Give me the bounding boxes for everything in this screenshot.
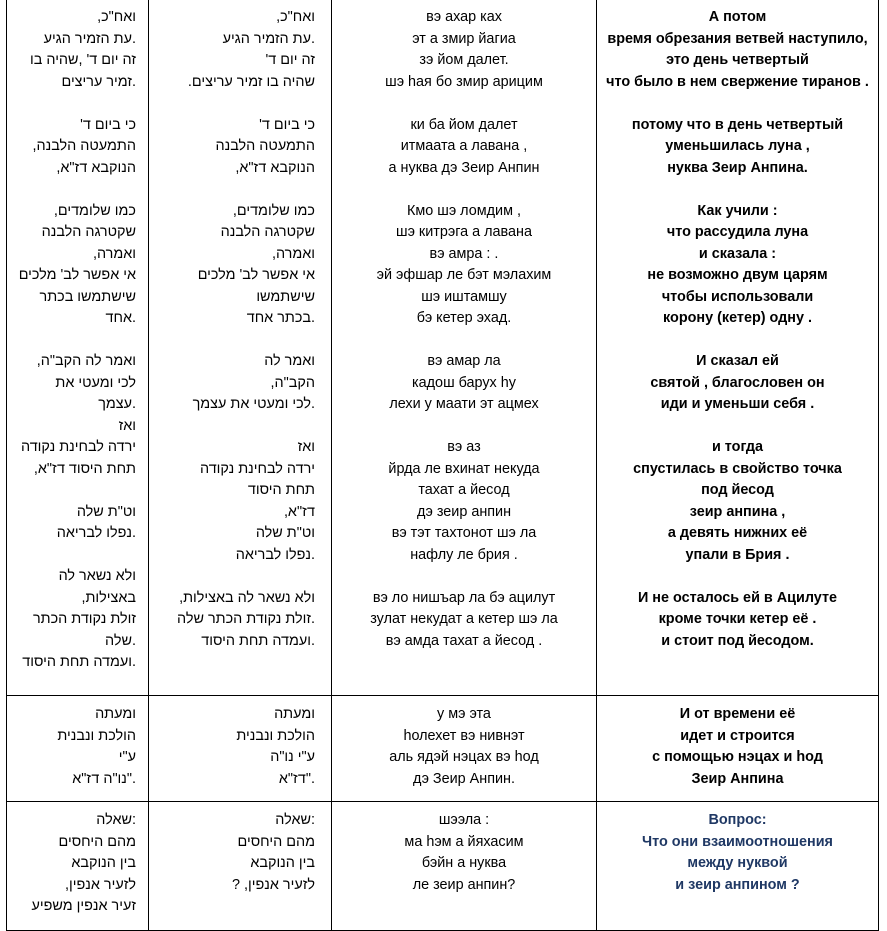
text-line: Вопрос: (708, 812, 767, 828)
text-line: כמו שלומדים, (232, 202, 315, 219)
text-line: .אחד (105, 310, 136, 326)
blank-line (151, 566, 329, 588)
text-line: потому что в день четвертый (631, 116, 844, 133)
question-russian-column (597, 802, 879, 931)
text-line: Что они взаимоотношения (642, 833, 833, 850)
text-line: нуква Зеир Анпина. (667, 159, 808, 176)
text-line: шээла : (438, 812, 490, 828)
hebrew-column-b (149, 802, 332, 931)
text-line: ומעתה (274, 706, 315, 722)
text-line: בין הנוקבא (250, 855, 315, 871)
text-line: аль ядэй нэцах вэ hод (389, 749, 539, 765)
text-line: שישתמשו בכתר (39, 288, 136, 305)
text-line: זולת נקודת הכתר (33, 611, 136, 627)
text-line: зулат некудат а кетер шэ ла (370, 611, 558, 627)
text-line: итмаата а лавана , (400, 138, 528, 154)
text-line: שהיה בו זמיר עריצים. (187, 73, 315, 90)
text-line: אי אפשר לב' מלכים (197, 267, 315, 283)
text-line: זה יום ד' (265, 52, 315, 68)
text-line: вэ тэт тахтонот шэ ла (391, 525, 537, 541)
text-line: уменьшилась луна , (665, 138, 810, 154)
text-line: .עת הזמיר הגיע (222, 30, 315, 47)
text-line: אי אפשר לב' מלכים (18, 267, 136, 283)
hebrew-column-a (7, 696, 149, 802)
text-line: и стоит под йесодом. (661, 632, 814, 649)
text-line: הנוקבא דז"א, (56, 159, 136, 176)
text-line: ки ба йом далет (410, 116, 518, 133)
text-line: הולכת ונבנית (57, 727, 136, 744)
blank-line (9, 330, 146, 352)
text-line: ואמרה, (92, 245, 136, 262)
text-line: а девять нижних её (667, 525, 808, 541)
text-line: ע"י נו"ה (270, 749, 315, 765)
hebrew-column-b (149, 0, 332, 696)
text-line: ма hэм а йяхасим (404, 833, 524, 850)
transliteration-column (332, 802, 597, 931)
text-line: ואח"כ, (97, 9, 136, 25)
text-line: באצילות, (81, 589, 136, 606)
text-line: с помощью нэцах и hод (652, 749, 823, 765)
text-line: нафлу ле брия . (410, 546, 518, 563)
text-line: спустилась в свойство точка (633, 460, 842, 477)
text-line: и зеир анпином ? (675, 876, 800, 893)
blank-line (334, 330, 594, 352)
text-line: ומעתה (95, 706, 136, 722)
text-line: упали в Брия . (685, 546, 790, 563)
text-line: вэ амда тахат а йесод . (385, 632, 543, 649)
text-line: А потом (708, 9, 767, 25)
text-line: .נפלו לבריאה (56, 525, 136, 541)
text-line: .ועמדה תחת היסוד (201, 632, 315, 649)
text-line: כי ביום ד' (259, 116, 315, 133)
text-line: иди и уменьши себя . (660, 396, 815, 412)
text-line: И не осталось ей в Ацилуте (637, 589, 838, 606)
text-line: וט"ת שלה (76, 503, 136, 520)
hebrew-column-b (149, 696, 332, 802)
text-line: это день четвертый (666, 52, 809, 68)
translation-table (6, 0, 879, 931)
text-line: И сказал ей (696, 353, 779, 369)
text-line: вэ амар ла (427, 353, 501, 369)
table-row (7, 802, 879, 931)
text-line: вэ ло нишъар ла бэ ацилут (372, 589, 556, 606)
text-line: שקטרגה הלבנה (220, 224, 315, 240)
text-line: .זולת נקודת הכתר שלה (177, 611, 315, 627)
text-line: йрда ле вхинат некуда (388, 460, 540, 477)
blank-line (599, 566, 876, 588)
text-line: шэ китрэга а лавана (396, 224, 532, 240)
text-line: זה יום ד' ,שהיה בו (30, 52, 136, 68)
text-line: .עת הזמיר הגיע (43, 30, 136, 47)
text-line: תחת היסוד דז"א, (33, 460, 136, 477)
text-line: и сказала : (698, 245, 777, 262)
text-line: התמעטה הלבנה (215, 138, 315, 154)
text-line: бэ кетер эхад. (416, 310, 512, 326)
blank-line (599, 93, 876, 115)
text-line: ле зеир анпин? (412, 876, 516, 893)
text-line: ירדה לבחינת נקודה (21, 439, 136, 455)
blank-line (151, 330, 329, 352)
text-line: ואז (118, 417, 136, 434)
text-line: Как учили : (697, 202, 778, 219)
text-line: :שאלה (275, 812, 315, 828)
text-line: .בכתר אחד (246, 310, 315, 326)
table-row (7, 696, 879, 802)
blank-line (334, 566, 594, 588)
text-line: под йесод (701, 482, 774, 498)
blank-line (151, 93, 329, 115)
text-line: И от времени её (679, 706, 796, 722)
blank-line (599, 416, 876, 438)
text-line: לזעיר אנפין, (65, 876, 136, 893)
text-line: ירדה לבחינת נקודה (200, 460, 315, 477)
text-line: hолехет вэ нивнэт (403, 727, 525, 744)
text-line: .שלה (105, 632, 136, 649)
text-line: לזעיר אנפין, ? (232, 876, 315, 893)
text-line: הנוקבא דז"א, (235, 159, 315, 176)
text-line: зэ йом далет. (419, 52, 509, 68)
text-line: корону (кетер) одну . (663, 310, 812, 326)
text-line: כמו שלומדים, (53, 202, 136, 219)
blank-line (151, 416, 329, 438)
text-line: Кмо шэ ломдим , (407, 202, 521, 219)
text-line: идет и строится (680, 727, 795, 744)
text-line: шэ hая бо змир арицим (385, 73, 543, 90)
blank-line (9, 480, 146, 502)
blank-line (9, 93, 146, 115)
text-line: זעיר אנפין משפיע (31, 898, 136, 914)
text-line: ."נו"ה דז"א (72, 770, 136, 787)
text-line: כי ביום ד' (80, 116, 136, 133)
text-line: бэйн а нуква (421, 855, 507, 871)
text-line: а нуква дэ Зеир Анпин (388, 159, 540, 176)
text-line: דז"א, (283, 503, 315, 520)
hebrew-column-a (7, 0, 149, 696)
text-line: .לכי ומעטי את עצמך (192, 396, 315, 412)
text-line: кадош барух hу (412, 374, 516, 391)
text-line: эй эфшар ле бэт мэлахим (376, 267, 552, 283)
text-line: кроме точки кетер её . (658, 611, 817, 627)
text-line: вэ амра : . (429, 245, 499, 262)
russian-column (597, 0, 879, 696)
text-line: ואז (297, 439, 315, 455)
text-line: чтобы использовали (661, 288, 814, 305)
russian-column (597, 696, 879, 802)
text-line: מהם היחסים (58, 833, 136, 850)
text-line: מהם היחסים (237, 833, 315, 850)
transliteration-column (332, 696, 597, 802)
blank-line (599, 179, 876, 201)
text-line: ואמר לה (264, 353, 315, 369)
text-line: и тогда (711, 439, 764, 455)
text-line: ולא נשאר לה (58, 568, 136, 584)
text-line: התמעטה הלבנה, (32, 138, 136, 154)
text-line: дэ Зеир Анпин. (413, 770, 515, 787)
text-line: вэ аз (447, 439, 481, 455)
text-line: תחת היסוד (247, 482, 315, 498)
text-line: тахат а йесод (418, 482, 510, 498)
table-row (7, 0, 879, 696)
text-line: лехи у маати эт ацмех (389, 396, 539, 412)
hebrew-column-a (7, 802, 149, 931)
text-line: не возможно двум царям (647, 267, 828, 283)
text-line: шэ иштамшу (421, 288, 507, 305)
text-line: .עצמך (98, 396, 136, 412)
text-line: ואמר לה הקב"ה, (36, 353, 136, 369)
blank-line (334, 416, 594, 438)
text-line: ואמרה, (271, 245, 315, 262)
blank-line (334, 93, 594, 115)
text-line: בין הנוקבא (71, 855, 136, 871)
text-line: הולכת ונבנית (236, 727, 315, 744)
text-line: :שאלה (96, 812, 136, 828)
text-line: .זמיר עריצים (61, 73, 136, 90)
text-line: у мэ эта (437, 706, 491, 722)
text-line: ואח"כ, (276, 9, 315, 25)
text-line: вэ ахар ках (426, 9, 502, 25)
text-line: эт а змир йагиа (412, 30, 516, 47)
text-line: הקב"ה, (270, 374, 315, 391)
blank-line (9, 545, 146, 567)
text-line: שקטרגה הלבנה (41, 224, 136, 240)
transliteration-column (332, 0, 597, 696)
blank-line (599, 330, 876, 352)
text-line: ע"י (118, 749, 136, 765)
blank-line (9, 179, 146, 201)
text-line: ולא נשאר לה באצילות, (179, 589, 315, 606)
text-line: וט"ת שלה (255, 525, 315, 541)
text-line: время обрезания ветвей наступило, (607, 30, 868, 47)
text-line: святой , благословен он (650, 374, 825, 391)
text-line: между нуквой (687, 855, 788, 871)
blank-line (151, 179, 329, 201)
text-line: לכי ומעטי את (55, 374, 136, 391)
blank-line (334, 179, 594, 201)
text-line: Зеир Анпина (691, 770, 784, 787)
text-line: зеир анпина , (689, 503, 786, 520)
text-line: .נפלו לבריאה (235, 546, 315, 563)
text-line: .ועמדה תחת היסוד (22, 654, 136, 670)
text-line: что рассудила луна (666, 224, 809, 240)
text-line: дэ зеир анпин (416, 503, 512, 520)
text-line: שישתמשו (256, 288, 315, 305)
text-line: что было в нем свержение тиранов . (606, 73, 869, 90)
text-line: ."דז"א (278, 770, 315, 787)
